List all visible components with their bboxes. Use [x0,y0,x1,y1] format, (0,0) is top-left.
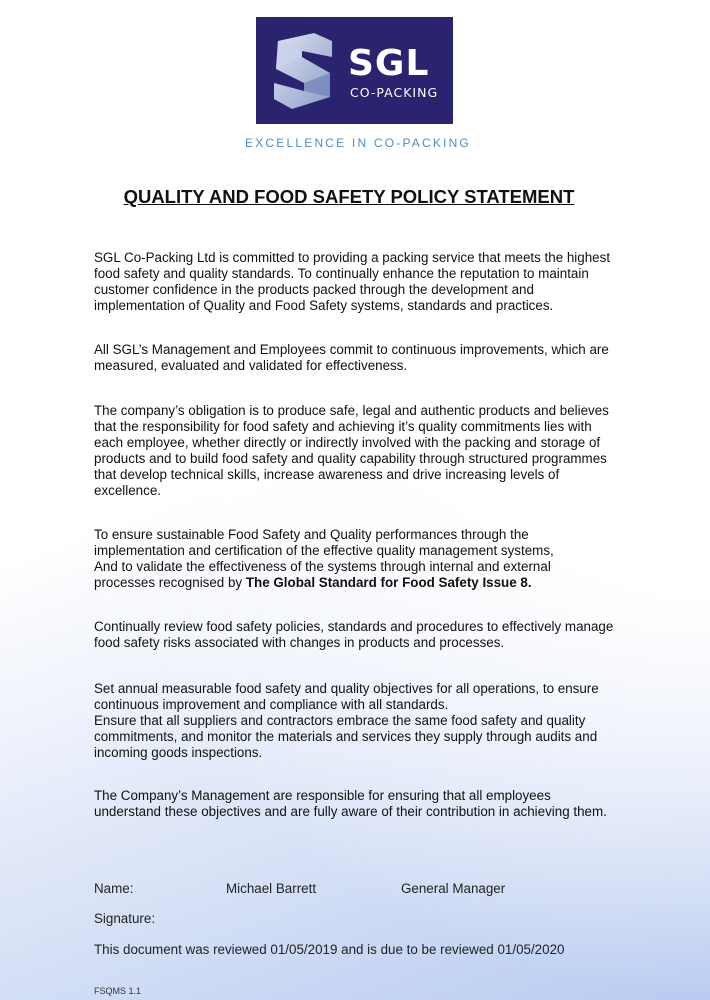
document-code: FSQMS 1.1 [94,986,142,996]
policy-paragraph-6-line-2: Ensure that all suppliers and contractors embrace the same food safety and quality commitments, and monitor the materials and services they supply through audits and incoming goods inspections. [94,713,598,760]
policy-paragraph-6 [94,681,614,761]
global-standard-reference: The Global Standard for Food Safety Issue 8. [245,575,532,590]
page-title: QUALITY AND FOOD SAFETY POLICY STATEMENT [123,186,575,207]
signatory-role: General Manager [401,881,506,896]
policy-paragraph-6-line-1: Set annual measurable food safety and quality objectives for all operations, to ensure continuous improvement and compliance with all standards. [94,681,599,712]
policy-paragraph-5: Continually review food safety policies, standards and procedures to effectively manage food safety risks associated with changes in products and processes. [94,619,614,650]
policy-paragraph-4-line-1: To ensure sustainable Food Safety and Quality performances through the implementation and certification of the effective quality management systems, [94,527,554,558]
sgl-s-mark-icon [256,17,348,124]
policy-paragraph-2: All SGL’s Management and Employees commit to continuous improvements, which are measured, evaluated and validated for effectiveness. [94,342,609,373]
policy-paragraph-3: The company’s obligation is to produce safe, legal and authentic products and believes that the responsibility for food safety and achieving it’s quality commitments lies with each employee, whether directly or indirectly involved with the packing and storage of products and to build food safety and quality capability through structured programmes that develop technical skills, increase awareness and drive increasing levels of excellence. [94,403,609,498]
company-logo [256,17,453,124]
policy-paragraph-4 [94,527,614,591]
signatory-name: Michael Barrett [226,881,317,896]
signature-label: Signature: [94,911,156,926]
name-label: Name: [94,881,134,896]
policy-paragraph-4-line-2: And to validate the effectiveness of the systems through internal and external processes recognised by [94,559,551,590]
review-note: This document was reviewed 01/05/2019 and is due to be reviewed 01/05/2020 [94,942,565,957]
tagline: EXCELLENCE IN CO-PACKING [245,136,471,150]
logo-wordmark: SGL [348,43,430,84]
logo-subtitle: CO-PACKING [350,85,439,100]
policy-paragraph-7: The Company’s Management are responsible for ensuring that all employees understand these objectives and are fully aware of their contribution in achieving them. [94,788,607,819]
policy-paragraph-1: SGL Co-Packing Ltd is committed to providing a packing service that meets the highest food safety and quality standards. To continually enhance the reputation to maintain customer confidence in the products packed through the development and implementation of Quality and Food Safety systems, standards and practices. [94,250,611,313]
